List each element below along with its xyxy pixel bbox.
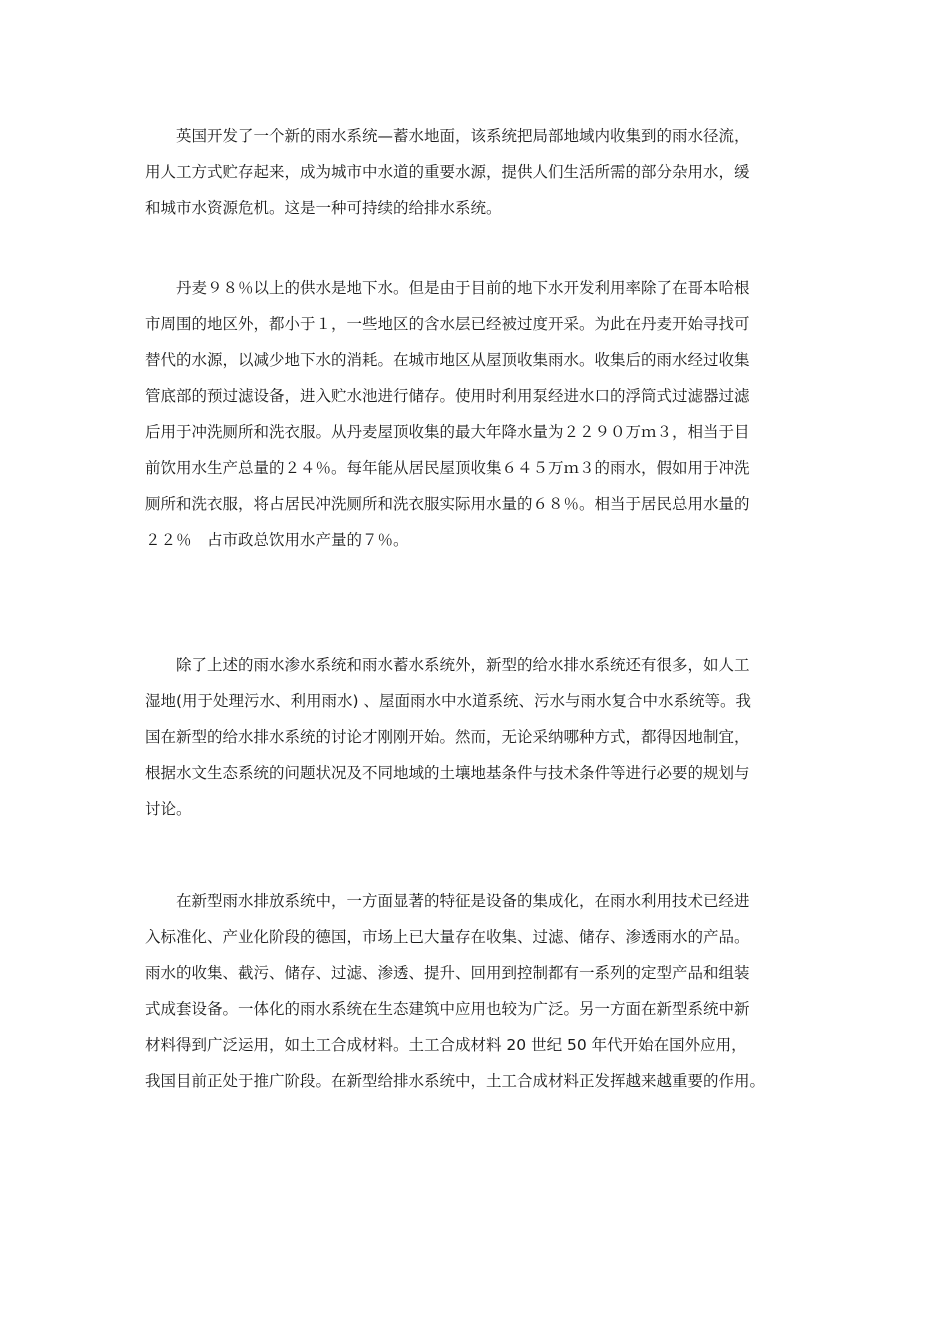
paragraph-other-systems bbox=[145, 647, 817, 827]
text-line: 后用于冲洗厕所和洗衣服。从丹麦屋顶收集的最大年降水量为２２９０万ｍ３，相当于目 bbox=[145, 423, 750, 441]
paragraph-uk-rainwater bbox=[145, 118, 817, 226]
text-line: 根据水文生态系统的问题状况及不同地域的土壤地基条件与技术条件等进行必要的规划与 bbox=[145, 764, 750, 782]
text-line: 湿地(用于处理污水、利用雨水) 、屋面雨水中水道系统、污水与雨水复合中水系统等。我 bbox=[145, 692, 752, 710]
text-line: 讨论。 bbox=[145, 800, 192, 818]
text-line: 入标准化、产业化阶段的德国，市场上已大量存在收集、过滤、储存、渗透雨水的产品。 bbox=[145, 928, 750, 946]
paragraph-new-drainage bbox=[145, 883, 817, 1099]
text-line: 厕所和洗衣服，将占居民冲洗厕所和洗衣服实际用水量的６８％。相当于居民总用水量的 bbox=[145, 495, 750, 513]
text-line: 我国目前正处于推广阶段。在新型给排水系统中，土工合成材料正发挥越来越重要的作用。 bbox=[145, 1072, 766, 1090]
text-line: 和城市水资源危机。这是一种可持续的给排水系统。 bbox=[145, 199, 502, 217]
text-line: 在新型雨水排放系统中，一方面显著的特征是设备的集成化，在雨水利用技术已经进 bbox=[176, 892, 750, 910]
text-line: 材料得到广泛运用，如土工合成材料。土工合成材料 20 世纪 50 年代开始在国外应用， bbox=[145, 1036, 747, 1054]
text-line: ２２％ 占市政总饮用水产量的７％。 bbox=[145, 531, 409, 549]
paragraph-denmark-water bbox=[145, 270, 817, 558]
text-line: 前饮用水生产总量的２４％。每年能从居民屋顶收集６４５万ｍ３的雨水，假如用于冲洗 bbox=[145, 459, 750, 477]
text-line: 除了上述的雨水渗水系统和雨水蓄水系统外，新型的给水排水系统还有很多，如人工 bbox=[176, 656, 750, 674]
text-line: 用人工方式贮存起来，成为城市中水道的重要水源，提供人们生活所需的部分杂用水，缓 bbox=[145, 163, 750, 181]
text-line: 英国开发了一个新的雨水系统—蓄水地面，该系统把局部地域内收集到的雨水径流， bbox=[176, 127, 750, 145]
text-line: 管底部的预过滤设备，进入贮水池进行储存。使用时利用泵经进水口的浮筒式过滤器过滤 bbox=[145, 387, 750, 405]
text-line: 丹麦９８％以上的供水是地下水。但是由于目前的地下水开发利用率除了在哥本哈根 bbox=[176, 279, 750, 297]
text-line: 式成套设备。一体化的雨水系统在生态建筑中应用也较为广泛。另一方面在新型系统中新 bbox=[145, 1000, 750, 1018]
text-line: 市周围的地区外，都小于１，一些地区的含水层已经被过度开采。为此在丹麦开始寻找可 bbox=[145, 315, 750, 333]
text-line: 雨水的收集、截污、储存、过滤、渗透、提升、回用到控制都有一系列的定型产品和组装 bbox=[145, 964, 750, 982]
text-line: 替代的水源，以减少地下水的消耗。在城市地区从屋顶收集雨水。收集后的雨水经过收集 bbox=[145, 351, 750, 369]
text-line: 国在新型的给水排水系统的讨论才刚刚开始。然而，无论采纳哪种方式，都得因地制宜， bbox=[145, 728, 750, 746]
